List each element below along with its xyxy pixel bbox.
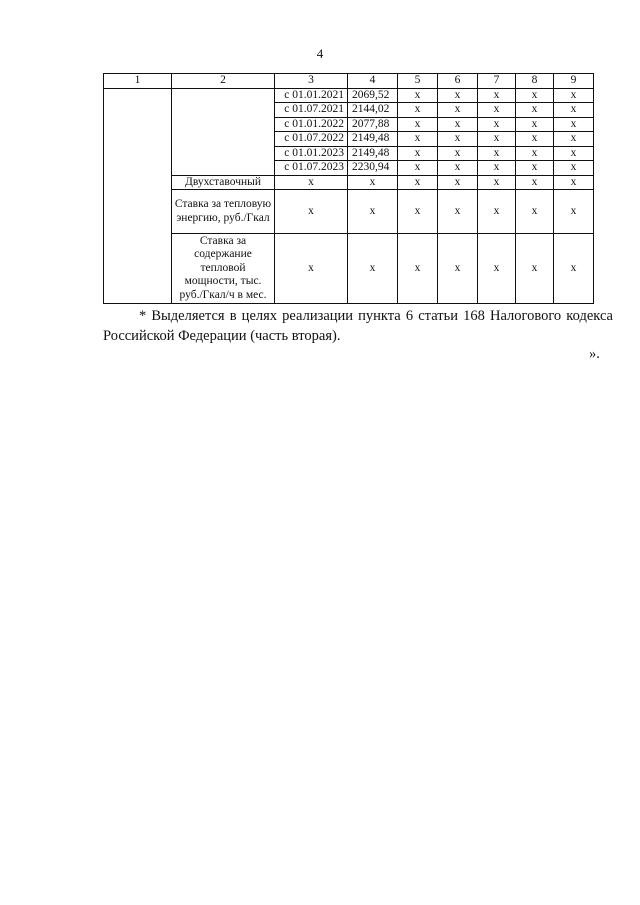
table-cell: х <box>275 175 348 190</box>
table-cell: х <box>516 146 554 161</box>
column-number-header: 5 <box>398 74 438 89</box>
table-cell: х <box>554 175 594 190</box>
table-cell: х <box>275 190 348 234</box>
table-cell: х <box>478 132 516 147</box>
column-number-header: 2 <box>172 74 275 89</box>
tariff-value-cell: 2149,48 <box>348 146 398 161</box>
table-cell: х <box>438 88 478 103</box>
table-cell: х <box>554 234 594 304</box>
table-cell: х <box>438 190 478 234</box>
tariff-value-cell: 2144,02 <box>348 103 398 118</box>
table-cell: х <box>348 175 398 190</box>
period-cell: с 01.01.2021 <box>275 88 348 103</box>
table-cell: х <box>478 88 516 103</box>
table-cell: х <box>478 146 516 161</box>
table-cell: х <box>398 132 438 147</box>
column-number-header: 7 <box>478 74 516 89</box>
table-cell: х <box>554 88 594 103</box>
table-cell: х <box>438 117 478 132</box>
table-cell: х <box>438 234 478 304</box>
table-cell: х <box>438 146 478 161</box>
page-number: 4 <box>316 46 324 61</box>
period-cell: с 01.01.2023 <box>275 146 348 161</box>
table-cell: х <box>438 103 478 118</box>
table-cell: х <box>554 103 594 118</box>
table-cell: х <box>348 234 398 304</box>
capacity-rate-label: Ставка за содержание тепловой мощности, тыс. руб./Гкал/ч в мес. <box>172 234 275 304</box>
table-cell: х <box>478 117 516 132</box>
empty-column-1-cell <box>104 88 172 304</box>
period-cell: с 01.07.2023 <box>275 161 348 176</box>
table-cell: х <box>398 175 438 190</box>
table-cell: х <box>554 132 594 147</box>
table-cell: х <box>398 103 438 118</box>
table-cell: х <box>398 234 438 304</box>
table-row <box>104 234 594 304</box>
table-cell: х <box>398 161 438 176</box>
tariff-value-cell: 2077,88 <box>348 117 398 132</box>
table-cell: х <box>554 146 594 161</box>
table-cell: х <box>478 234 516 304</box>
footnote-text: * Выделяется в целях реализации пункта 6 статьи 168 Налогового кодекса Российской Федерации (часть вторая). <box>103 308 613 344</box>
table-header-row <box>104 74 594 89</box>
table-cell: х <box>554 190 594 234</box>
column-number-header: 3 <box>275 74 348 89</box>
table-cell: х <box>516 175 554 190</box>
period-cell: с 01.01.2022 <box>275 117 348 132</box>
table-cell: х <box>478 161 516 176</box>
table-row <box>104 175 594 190</box>
table-cell: х <box>516 234 554 304</box>
empty-column-2-cell <box>172 88 275 175</box>
closing-quote-mark: ». <box>589 346 600 362</box>
tariff-value-cell: 2230,94 <box>348 161 398 176</box>
table-row <box>104 88 594 103</box>
table-cell: х <box>516 132 554 147</box>
table-cell: х <box>478 103 516 118</box>
column-number-header: 9 <box>554 74 594 89</box>
table-cell: х <box>438 175 478 190</box>
table-cell: х <box>438 161 478 176</box>
table-row <box>104 190 594 234</box>
table-cell: х <box>516 117 554 132</box>
table-cell: х <box>516 103 554 118</box>
column-number-header: 8 <box>516 74 554 89</box>
column-number-header: 6 <box>438 74 478 89</box>
table-cell: х <box>478 175 516 190</box>
table-cell: х <box>275 234 348 304</box>
tariff-table <box>103 73 594 304</box>
tariff-value-cell: 2069,52 <box>348 88 398 103</box>
column-number-header: 1 <box>104 74 172 89</box>
table-cell: х <box>554 117 594 132</box>
table-cell: х <box>516 190 554 234</box>
two-part-tariff-label: Двухставочный <box>172 175 275 190</box>
table-cell: х <box>398 146 438 161</box>
period-cell: с 01.07.2022 <box>275 132 348 147</box>
table-cell: х <box>438 132 478 147</box>
table-cell: х <box>516 161 554 176</box>
table-cell: х <box>348 190 398 234</box>
energy-rate-label: Ставка за тепловую энергию, руб./Гкал <box>172 190 275 234</box>
table-cell: х <box>398 88 438 103</box>
column-number-header: 4 <box>348 74 398 89</box>
period-cell: с 01.07.2021 <box>275 103 348 118</box>
table-cell: х <box>398 117 438 132</box>
table-cell: х <box>516 88 554 103</box>
tariff-value-cell: 2149,48 <box>348 132 398 147</box>
table-cell: х <box>398 190 438 234</box>
table-cell: х <box>478 190 516 234</box>
table-cell: х <box>554 161 594 176</box>
